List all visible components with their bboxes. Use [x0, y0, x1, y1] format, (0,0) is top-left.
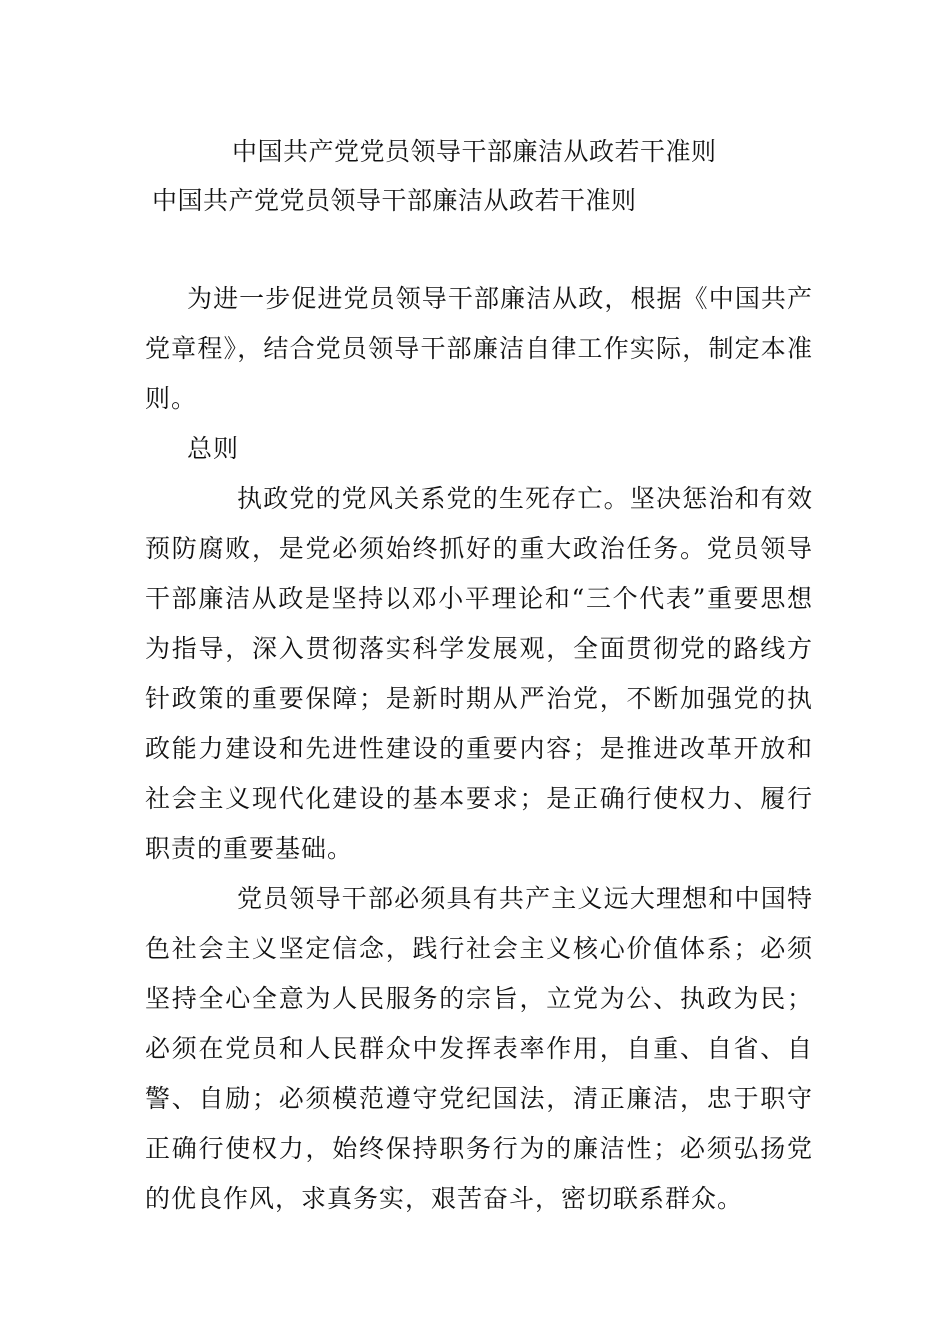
general-principles-paragraph: 执政党的党风关系党的生死存亡。坚决惩治和有效预防腐败，是党必须始终抓好的重大政治任务。党员领导干部廉洁从政是坚持以邓小平理论和“三个代表”重要思想为指导，深入贯彻落实科学发展观，全面贯彻党的路线方针政策的重要保障；是新时期从严治党，不断加强党的执政能力建设和先进性建设的重要内容；是推进改革开放和社会主义现代化建设的基本要求；是正确行使权力、履行职责的重要基础。: [145, 484, 813, 863]
requirements-paragraph: 党员领导干部必须具有共产主义远大理想和中国特色社会主义坚定信念，践行社会主义核心价值体系；必须坚持全心全意为人民服务的宗旨，立党为公、执政为民；必须在党员和人民群众中发挥表率作用，自重、自省、自警、自励；必须模范遵守党纪国法，清正廉洁，忠于职守正确行使权力，始终保持职务行为的廉洁性；必须弘扬党的优良作风，求真务实，艰苦奋斗，密切联系群众。: [145, 884, 813, 1213]
document-title-centered: 中国共产党党员领导干部廉洁从政若干准则: [232, 137, 717, 166]
document-title-repeated: 中国共产党党员领导干部廉洁从政若干准则: [152, 186, 637, 215]
section-heading: 总则: [187, 434, 240, 463]
intro-paragraph: 为进一步促进党员领导干部廉洁从政，根据《中国共产党章程》，结合党员领导干部廉洁自律工作实际，制定本准则。: [145, 284, 813, 413]
